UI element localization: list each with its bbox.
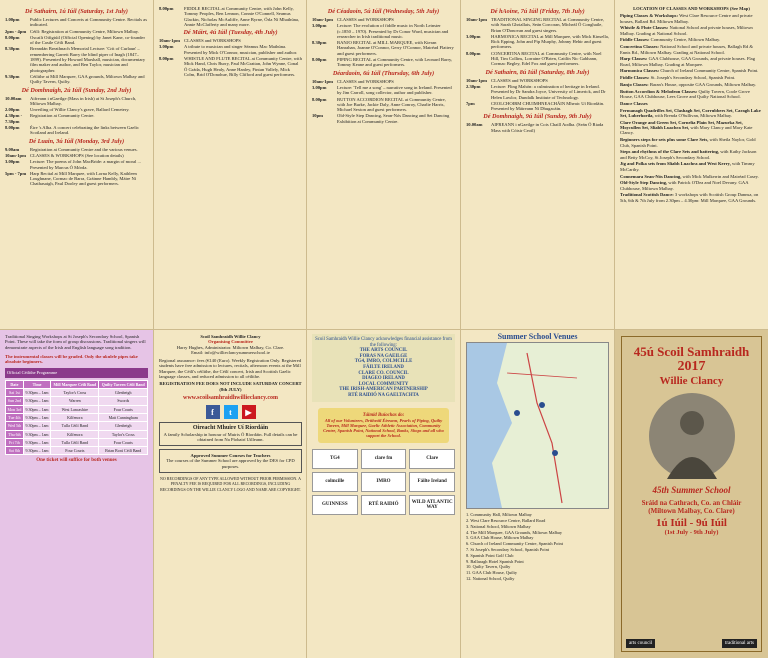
cover-dates-en: (1st July - 9th July) <box>664 529 719 536</box>
event-description: Old-Style Step Dancing, Sean-Nós Dancing and Set Dancing Exhibition at Community Centre. <box>337 113 450 124</box>
table-cell: Taylor's Cross <box>51 389 99 397</box>
ticket-note: One ticket will suffice for both venues <box>36 458 117 464</box>
programme-event <box>5 46 148 72</box>
event-description: CLASSES & WORKSHOPS (See location details) <box>30 152 124 158</box>
table-cell: Kilfenora <box>51 430 99 438</box>
event-description: Unveiling of Willie Clancy's grave, Ballard Cemetery. <box>30 107 130 113</box>
table-cell: Brian Ború Céilí Band <box>99 447 148 455</box>
event-description: Céilithe at Mill Marquee, GAA grounds, Miltown Malbay and Quilty Tavern, Quilty. <box>30 73 145 85</box>
programme-event <box>466 51 609 67</box>
event-time: 5pm - 7pm <box>5 170 27 176</box>
programme-event <box>5 125 148 136</box>
event-time: 2pm - 4pm <box>5 28 27 34</box>
cover-frame <box>621 336 762 652</box>
event-time: 10am-1pm <box>5 152 26 158</box>
event-description: Registration at Community Centre and the various venues. <box>30 146 138 152</box>
location-item <box>620 192 763 203</box>
location-item <box>620 75 763 80</box>
event-description: FIDDLE RECITAL at Community Centre, with John Kelly, Tommy Peoples, Ben Lennon, Connie O'Connell, Seamus Glackin, Nicholas McAuliffe, Anne Byrne, Órla Ní Mhathúna, Annie McClafferty and many more. <box>184 6 300 27</box>
event-description: Lecture: The poems of John MacBride: a margin of moral ... Presented by Marcus Ó Mórda. <box>30 159 141 170</box>
fee-text: Regional assurance: fees (€140 (Euro). Weekly Registration Only. Registered students have free admission to lectures, recitals, afternoon events at the Mill Marquee, the Céilí's céilithe, the Céilí concert, Irish and Scottish Gaelic language classes, and reduced admission to all céilithe. <box>159 358 302 380</box>
sponsor-name: DIAGEO IRELAND <box>362 376 405 382</box>
location-text: with Brenda O'Sullivan, Miltown Malbay. <box>654 113 733 119</box>
location-text: with Mary Clancy and Mary Kate Clancy. <box>620 125 753 136</box>
location-label: Harmonica Classes: <box>620 68 660 74</box>
programme-event <box>5 74 148 85</box>
event-time: 7pm <box>466 100 475 106</box>
table-cell: Taylor's Cross <box>99 430 148 438</box>
location-label: Harp Classes: <box>620 56 648 62</box>
location-item <box>620 25 763 36</box>
legend-item: 8. Spanish Point Golf Club <box>466 552 514 558</box>
cover-logos <box>626 639 757 648</box>
event-description: Breandán Breathnach Memorial Lecture: 'Crit of Curlaun' – remembering Garrett Barry the blind piper of Inagh (1847–1899). Presented by Howard Marshall, musician, documentary film maker and author, and Ben Taylor, musician and photographer. <box>30 46 146 73</box>
thanks-scroll <box>318 408 449 444</box>
scholarship-box <box>159 422 302 446</box>
table-cell: Sat 8th <box>6 447 24 455</box>
legend-item: 5. GAA Club House, Miltown Malbay <box>466 535 534 541</box>
ceili-table-title: Official Céilithe Programme <box>5 368 148 377</box>
location-text: National School and private houses, Miltown Malbay. Grading at National School. <box>620 25 753 36</box>
table-row <box>6 430 148 438</box>
table-cell: Thu 6th <box>6 430 24 438</box>
table-row <box>6 447 148 455</box>
event-time: 8.00pm <box>159 6 174 11</box>
location-item <box>620 161 763 172</box>
recording-disclaimer: NO RECORDINGS OF ANY TYPE ALLOWED WITHOUT PRIOR PERMISSION. A PENALTY FEE IS REQUIRED FOR ALL RECORDINGS, INCLUDING RECORDINGS ON THE WILLIE CLANCY LOGO AND NAME ARE COPYRIGHT. <box>160 476 301 492</box>
event-description: TRADITIONAL SINGING RECITAL at Community Centre, with Sarah Ghriallais, Seán Corcoran, Mícheál Ó Conghaile, Brian O'Donovan and guest singers. <box>491 17 605 33</box>
event-description: A tribute to musician and singer Séamus Mac Mathúna. Presented by Mick O'Connor, musician, publisher and author. <box>184 44 298 55</box>
sponsor-list <box>315 348 452 398</box>
piper-photo <box>649 393 735 479</box>
event-description: Public Lectures and Concerts at Community Centre. Recitals as indicated. <box>30 17 147 28</box>
programme-event <box>5 171 148 187</box>
location-label: Button Accordion & Melodeon Classes: <box>620 88 698 94</box>
programme-event <box>312 113 455 124</box>
event-time: 10am-1pm <box>466 17 487 22</box>
location-text: West Clare Resource Centre and private houses, Ballard Rd. Miltown Malbay. <box>620 13 753 24</box>
event-description: Céilí: Registration at Community Centre, Miltown Malbay. <box>30 28 139 34</box>
location-text: with Timmy McCarthy. <box>620 161 755 172</box>
table-cell: 9.30pm – 1am <box>23 397 50 405</box>
table-header: Mill Marquee Céilí Band <box>51 380 99 388</box>
cover-year: 2017 <box>677 359 706 374</box>
day-heading: Dé Sathairn, 1ú Iúil (Saturday, 1st July) <box>25 8 128 15</box>
thanks-title: Táimid Buíochas do: <box>362 412 405 418</box>
locations-heading: LOCATION OF CLASSES AND WORKSHOPS (See Map) <box>633 6 750 11</box>
event-time: 8.00pm <box>159 56 174 62</box>
table-cell: Mon 3rd <box>7 406 22 412</box>
day-heading: Dé Céadaoin, 5ú Iúil (Wednesday, 5th July) <box>327 8 440 15</box>
day-heading: Dé Máirt, 4ú Iúil (Tuesday, 4th July) <box>183 29 278 37</box>
table-row <box>6 413 148 421</box>
table-header: Quilty Tavern Céilí Band <box>99 380 148 388</box>
event-description: Lecture: The evolution of fiddle music in North Leinster (c.1850 – 1970). Presented by Dr Conor Ward, musician and researcher in Irish traditional music. <box>337 23 449 39</box>
table-cell: Matt Cunningham <box>99 413 148 421</box>
event-description: CONCERTINA RECITAL at Community Centre, with Noel Hill, Tim Collins, Lorraine O'Brien, Caitlín Nic Gabhann, Cormac Begley, Edel Fox and guest performers. <box>491 50 602 67</box>
cover-place: (Miltown Malbay, Co. Clare) <box>648 507 735 515</box>
programme-event <box>312 17 455 22</box>
singing-ceili-panel <box>0 330 153 658</box>
cover-irish-place: Sráid na Cathrach, Co. an Chláir <box>641 499 742 507</box>
location-label: Fiddle Classes: <box>620 75 650 81</box>
event-time: 8.00pm <box>312 96 327 102</box>
org-title: Scoil Samhraidh Willie Clancy <box>200 334 261 339</box>
programme-event <box>5 159 148 170</box>
legend-item: 6. Church of Ireland Community Centre, Spanish Point <box>466 541 563 547</box>
legend-item: 12. National School, Quilty <box>466 575 515 581</box>
event-description: Aifreann i nGaeilge (Mass in Irish) at St Joseph's Church, Miltown Malbay. <box>30 95 137 106</box>
location-item <box>620 89 763 100</box>
cover-dates: 1ú Iúil - 9ú Iúil <box>656 517 727 529</box>
legend-item: 4. The Mill Marquee, GAA Grounds, Miltown Malbay <box>466 529 563 535</box>
location-item <box>620 13 763 24</box>
youtube-icon[interactable]: ▶ <box>242 405 256 419</box>
event-description: BANJO RECITAL at MILL MARQUEE, with Kieran Hanrahan, Joanne O'Connor, Gerry O'Connor, Mairéad Flattery and guest performers. <box>337 40 454 56</box>
event-description: Harp Recital at Mill Marquee, with Lorna Kelly, Kathleen Loughnane, Cormac de Barra, Gráinne Hambly, Máire Ní Chathasaigh, Paul Dooley and guest performers. <box>30 170 137 187</box>
location-text: with Kathy Jackson and Betty McCoy, St Joseph's Secondary School. <box>620 149 757 160</box>
location-label: Old-Style Step Dancing, <box>620 180 668 186</box>
event-time: 8.00pm <box>312 57 327 63</box>
event-description: HARMONICA RECITAL at Mill Marquee, with Mick Kinsella, Rick Epping, John and Pip Murphy, Johnny Hehir and guest performers. <box>491 33 609 50</box>
programme-event <box>466 84 609 100</box>
sponsor-name: CLARE CO. COUNCIL <box>358 370 409 376</box>
sponsors-panel <box>307 330 460 658</box>
event-time: 3.00pm <box>5 159 20 165</box>
location-label: Traditional Scottish Dance: <box>620 192 674 198</box>
location-text: with Mick Mulkerrin and Mairéad Casey. <box>682 173 759 179</box>
event-time: 10pm <box>312 113 323 119</box>
event-time: 3.00pm <box>312 23 327 29</box>
table-cell: Sat 1st <box>6 389 24 397</box>
programme-event <box>5 29 148 34</box>
org-contact: Email: info@willieclancysummerschool.ie <box>191 349 270 355</box>
event-time: 10am-1pm <box>312 78 333 84</box>
programme-event <box>312 79 455 84</box>
sponsor-name: FÁILTE IRELAND <box>363 364 404 370</box>
graded-note: The instrumental classes will be graded. Only the ukulele pipes take absolute beginners. <box>5 353 138 365</box>
event-time: 8.00pm <box>466 50 481 56</box>
location-item <box>620 180 763 191</box>
map-title: Summer School Venues <box>497 332 578 341</box>
event-description: CLASSES and WORKSHOPS <box>184 38 241 44</box>
event-time: 3.00pm <box>159 44 174 50</box>
table-cell: 9.30pm – 1am <box>23 422 50 430</box>
event-description: WHISTLE AND FLUTE RECITAL at Community Centre, with Mick Hand, Chris Burry, Paul McGrattan, John Wynne, Conal Ó Gráda, Hugh Healy, Anne Hanley, Fintan Vallely, Mick Colm, Brid O'Donohue, Billy Clifford and guest performers. <box>184 56 302 77</box>
event-description: CLASSES and WORKSHOPS <box>337 78 394 84</box>
table-row <box>6 438 148 446</box>
event-time: 10am-1pm <box>312 17 333 22</box>
legend-item: 1. Community Hall, Miltown Malbay <box>466 512 532 518</box>
teachers-text: The courses of the Summer School are approved by the DES for CPD purposes. <box>166 458 295 469</box>
location-item <box>620 120 763 136</box>
programme-event <box>5 35 148 46</box>
day-heading: Déardaoin, 6ú Iúil (Thursday, 6th July) <box>332 69 435 77</box>
teachers-title: Approved Summer Courses for Teachers <box>190 453 271 459</box>
programme-event <box>466 122 609 133</box>
venue-marker[interactable] <box>514 410 520 416</box>
event-description: BUTTON ACCORDION RECITAL at Community Centre, with Joe Burke, Jackie Daly, Anne Conroy, Charlie Harris, Michael Sexton and guest performers. <box>337 96 446 113</box>
thanks-text: All of our Volunteers, Drítheáil Éireann, Pearls of Piping, Quilty Tavern, Mill Marquee, Gaelic Athletic Association, Community Centre, Spanish Point, National School, Banks, Shops and all who support the School. <box>323 418 444 439</box>
location-item <box>620 101 763 106</box>
programme-event <box>312 40 455 56</box>
event-time: 8.30pm <box>5 46 20 52</box>
programme-event <box>5 17 148 28</box>
programme-event <box>312 57 455 68</box>
table-cell: Fri 7th <box>6 438 24 446</box>
location-text: Quilty Tavern, Coole Grove House, GAA Clubhouse, Lees Grove and Quilty National School. <box>620 88 750 100</box>
committee-title: Organising Committee <box>208 339 253 345</box>
sponsor-logo: colmcille <box>312 472 358 492</box>
table-cell: Sun 2nd <box>6 397 24 405</box>
bottom-panels <box>0 330 768 658</box>
table-cell: 9.30pm – 1am <box>23 447 50 455</box>
legend-item: 2. West Clare Resource Centre, Ballard Road <box>466 518 546 523</box>
table-row <box>6 397 148 405</box>
programme-event <box>312 23 455 39</box>
event-time: 2.30pm <box>466 83 481 89</box>
sponsor-logo: Clare <box>409 449 455 469</box>
table-cell: Tue 4th <box>6 413 24 421</box>
table-row <box>6 405 148 413</box>
table-cell: Glenbeigh <box>99 422 148 430</box>
ceili-table <box>5 380 148 456</box>
programme-event <box>466 78 609 83</box>
programme-event <box>5 107 148 112</box>
table-cell: 9.30pm – 1am <box>23 405 50 413</box>
programme-event <box>159 38 302 43</box>
event-description: CLASSES and WORKSHOPS <box>491 77 548 83</box>
location-text: National School and private houses, Ballagh Rd & Ennis Rd., Miltown Malbay. Grading at National School. <box>620 44 753 55</box>
cover-name: Willie Clancy <box>659 375 724 387</box>
arts-council-logo: arts council <box>626 639 655 648</box>
location-text: Church of Ireland Community Centre, Spanish Point. <box>660 68 759 74</box>
location-label: Piping Classes & Workshops: <box>620 13 678 19</box>
table-cell: Tulla Céilí Band <box>51 422 99 430</box>
table-header: Time <box>23 380 50 388</box>
location-label: Banjo Classes: <box>620 82 649 88</box>
event-time: 10am-1pm <box>466 77 487 83</box>
event-time: 8.00pm <box>5 34 20 40</box>
location-label: Whistle & Flute Classes: <box>620 25 669 31</box>
location-item <box>620 137 763 148</box>
programme-event <box>312 97 455 113</box>
location-text: with Sheila Naylor, Gold Club, Spanish Point. <box>620 137 756 148</box>
location-text: St. Joseph's Secondary School, Spanish Point. <box>650 75 736 81</box>
event-time: 8.30pm <box>312 40 327 46</box>
venues-map[interactable] <box>466 342 609 509</box>
sponsor-logos <box>312 449 455 515</box>
acknowledgement-box <box>312 334 455 402</box>
event-time: 4.30pm - 7.30pm <box>5 113 23 124</box>
location-item <box>620 108 763 119</box>
sponsor-name: TG4, IMRO, COLMCILLE <box>354 359 413 365</box>
cover-title: 45ú Scoil Samhraidh <box>633 344 750 359</box>
sponsor-name: RTÉ RAIDIÓ NA GAELTACHTA <box>348 392 419 398</box>
table-cell: Warren <box>51 397 99 405</box>
scholarship-text: A family Scholarship in honour of Muiris Ó Ríordáin. Full details can be obtained from Na Píobairí Uilleann. <box>163 431 298 442</box>
locations-list <box>620 13 763 203</box>
sponsor-name: LOCAL COMMUNITY <box>358 381 409 387</box>
programme-event <box>5 153 148 158</box>
table-row <box>6 389 148 397</box>
table-cell: Glenbeigh <box>99 389 148 397</box>
legend-item: 3. National School, Miltown Malbay <box>466 523 531 529</box>
table-header: Date <box>6 380 24 388</box>
table-row <box>6 422 148 430</box>
table-cell: 9.30pm – 1am <box>23 389 50 397</box>
sponsor-name: THE ARTS COUNCIL <box>359 348 408 354</box>
location-label: Jig and Polka sets from Sliabh Luachra and West Kerry, <box>620 161 731 167</box>
singing-intro: Traditional Singing Workshops at St Joseph's Secondary School, Spanish Point. These will take the form of group discussions. Traditional singers will demonstrate aspects of the Irish and English language song tradition. <box>5 334 146 350</box>
location-label: Fermanagh Quadrilles Set, Clashagh Set, Corrubbers Set, Caragh Lake Set, Luberhorila, <box>620 107 761 119</box>
programme-event <box>466 101 609 112</box>
table-cell: 9.30pm – 1am <box>23 438 50 446</box>
location-item <box>620 149 763 160</box>
table-cell: Four Courts <box>99 405 148 413</box>
map-graphic <box>467 343 609 508</box>
event-description: Oscailt Oifigiúil (Official Opening) by Janet Kane, co-founder of the Castle Céili Band. <box>30 34 145 46</box>
event-time: 3.00pm <box>312 84 327 90</box>
sponsor-name: FORAS NA GAEILGE <box>359 353 408 359</box>
map-legend <box>466 512 609 581</box>
scholarship-title: Oireacht Mhuire Uí Ríordáin <box>192 425 269 432</box>
event-time: 10am-1pm <box>159 38 180 44</box>
event-time: 10.00am <box>466 122 483 128</box>
legend-item: 11. GAA Club House, Quilty <box>466 570 518 576</box>
fee-notice: REGISTRATION FEE DOES NOT INCLUDE SATURDAY CONCERT (8th JULY) <box>159 381 302 392</box>
sponsor-name: THE IRISH-AMERICAN PARTNERSHIP <box>339 387 428 393</box>
table-cell: Wed 5th <box>6 422 24 430</box>
table-cell: 9.30pm – 1am <box>23 430 50 438</box>
venues-map-panel <box>461 330 614 658</box>
location-item <box>620 37 763 42</box>
location-text: with Patrick O'Dea and Noel Devany. GAA Clubhouse, Miltown Malbay. <box>620 180 749 191</box>
road-line <box>507 373 577 378</box>
venue-marker[interactable] <box>552 450 558 456</box>
table-cell: Four Courts <box>51 447 99 455</box>
legend-item: 10. Quilty Tavern, Quilty <box>466 564 511 570</box>
sponsor-logo: RTÉ RAIDIÓ <box>361 495 407 515</box>
location-item <box>620 82 763 87</box>
programme-event <box>5 147 148 152</box>
location-label: Clare Orange and Green Set, Cornelia Plain Set, Mazurka Set, Moycullen Set, Sliabh Luachra Set, <box>620 119 743 131</box>
event-description: CLASSES and WORKSHOPS <box>337 17 394 22</box>
website-link[interactable]: www.scoilsamhraidhwillieclancy.com <box>183 394 278 401</box>
sponsor-logo: IMRO <box>361 472 407 492</box>
legend-item: 7. St Joseph's Secondary School, Spanish Point <box>466 546 549 552</box>
twitter-icon[interactable]: t <box>224 405 238 419</box>
location-item <box>620 56 763 67</box>
location-label: Steps and rhythms of the Clare Sets and battering, <box>620 149 720 155</box>
sponsor-logo: WILD ATLANTIC WAY <box>409 495 455 515</box>
traditional-arts-logo: traditional arts <box>722 639 757 648</box>
location-label: Beginners steps for sets plus some Clare Sets, <box>620 137 709 143</box>
event-description: Registration at Community Centre. <box>30 113 95 119</box>
event-time: 3.00pm <box>466 33 481 39</box>
programme-event <box>466 34 609 50</box>
piper-silhouette <box>649 393 735 479</box>
event-description: AIFREANN i nGaeilge in Cois Chaill Aodha. (Seán Ó Riada Mass with Cóisir Ceoil) <box>491 122 604 133</box>
event-time: 2.00pm <box>5 107 20 113</box>
location-label: Concertina Classes: <box>620 44 659 50</box>
location-text: Community Centre, Miltown Malbay. <box>650 37 721 43</box>
sponsor-logo: TG4 <box>312 449 358 469</box>
table-cell: Four Courts <box>99 438 148 446</box>
programme-event <box>159 6 302 27</box>
registration-panel <box>154 330 307 658</box>
location-item <box>620 174 763 179</box>
event-time: 10.00am <box>5 95 22 101</box>
table-cell: Kilfenora <box>51 413 99 421</box>
table-cell: Tulla Céilí Band <box>51 438 99 446</box>
programme-event <box>5 96 148 107</box>
event-time: 1.00pm <box>5 17 20 22</box>
event-time: 8.00pm <box>5 125 20 131</box>
event-time: 9.00am <box>5 146 20 152</box>
day-heading: Dé Domhnaigh, 2ú Iúil (Sunday, 2nd July) <box>21 86 132 94</box>
day-heading: Dé Luain, 3ú Iúil (Monday, 3rd July) <box>28 137 125 145</box>
table-cell: West Lancashire <box>51 405 99 413</box>
legend-item: 9. Ballaragh Hotel Spanish Point <box>466 558 524 564</box>
cover-school: 45th Summer School <box>652 485 731 495</box>
programme-event <box>5 113 148 124</box>
sea-area <box>467 343 512 508</box>
cover-panel <box>615 330 768 658</box>
event-description: CEOLCHOIRM CHUIMHNEACHÁIN Mheaic Uí Ríordáin. Presented by Máireann Ní Dhugacáin. <box>491 100 605 112</box>
location-label: Connemara Sean-Nós Dancing, <box>620 173 682 179</box>
table-cell: 9.30pm – 1am <box>23 413 50 421</box>
event-description: Lecture: 'Tell me a song' – narrative song in Ireland. Presented by Jim Carroll, song collector, author and publisher. <box>337 84 452 96</box>
social-icons <box>159 405 302 419</box>
location-text: GAA Clubhouse, GAA Grounds, and private houses. Flag Road, Miltown Malbay. Grading at Marquee. <box>620 56 756 67</box>
ack-intro: Scoil Samhraidh Willie Clancy acknowledges financial assistance from the following: <box>315 337 452 348</box>
location-label: Fiddle Classes: <box>620 37 650 43</box>
venue-marker[interactable] <box>539 402 545 408</box>
programme-event <box>312 85 455 96</box>
sponsor-logo: GUINNESS <box>312 495 358 515</box>
event-time: 9.30pm <box>5 73 20 79</box>
programme-event <box>159 56 302 77</box>
event-description: Éire 's Alba. A concert celebrating the links between Gaelic Scotland and Ireland. <box>30 125 139 136</box>
sponsor-logo: clare fm <box>361 449 407 469</box>
programme-event <box>466 17 609 33</box>
event-description: Lecture: Fling Mahón: a culmination of heritage in Ireland. Presented by Dr Sandra Joyce, University of Limerick, and Dr Helen Lawlor, Dundalk Institute of Technology. <box>491 83 606 100</box>
facebook-icon[interactable]: f <box>206 405 220 419</box>
day-heading: Dé Domhnaigh, 9ú Iúil (Sunday, 9th July) <box>483 113 592 121</box>
org-address: Harry Hughes, Administrator. Miltown Malbay, Co. Clare. <box>176 344 285 350</box>
location-item <box>620 68 763 73</box>
day-heading: Dé hAoine, 7ú Iúil (Friday, 7th July) <box>490 8 585 15</box>
location-item <box>620 44 763 55</box>
location-text: Baran's House, opposite GAA Grounds, Miltown Malbay. <box>649 82 757 88</box>
location-label: Dance Classes <box>620 100 648 106</box>
teachers-box <box>159 449 302 473</box>
event-description: PIPING RECITAL at Community Centre, with Leonard Barry, Tommy Keane and guest performers. <box>337 57 453 68</box>
location-text: 3 workshops with Scottish Group Dannsa, on 5th, 6th & 7th July from 2.30pm – 4.30pm: Mill Marquee, GAA Grounds. <box>620 192 759 203</box>
programme-event <box>159 44 302 55</box>
table-cell: Swords <box>99 397 148 405</box>
sponsor-logo: Fáilte Ireland <box>409 472 455 492</box>
day-heading: Dé Sathairn, 8ú Iúil (Saturday, 8th July) <box>485 68 590 76</box>
